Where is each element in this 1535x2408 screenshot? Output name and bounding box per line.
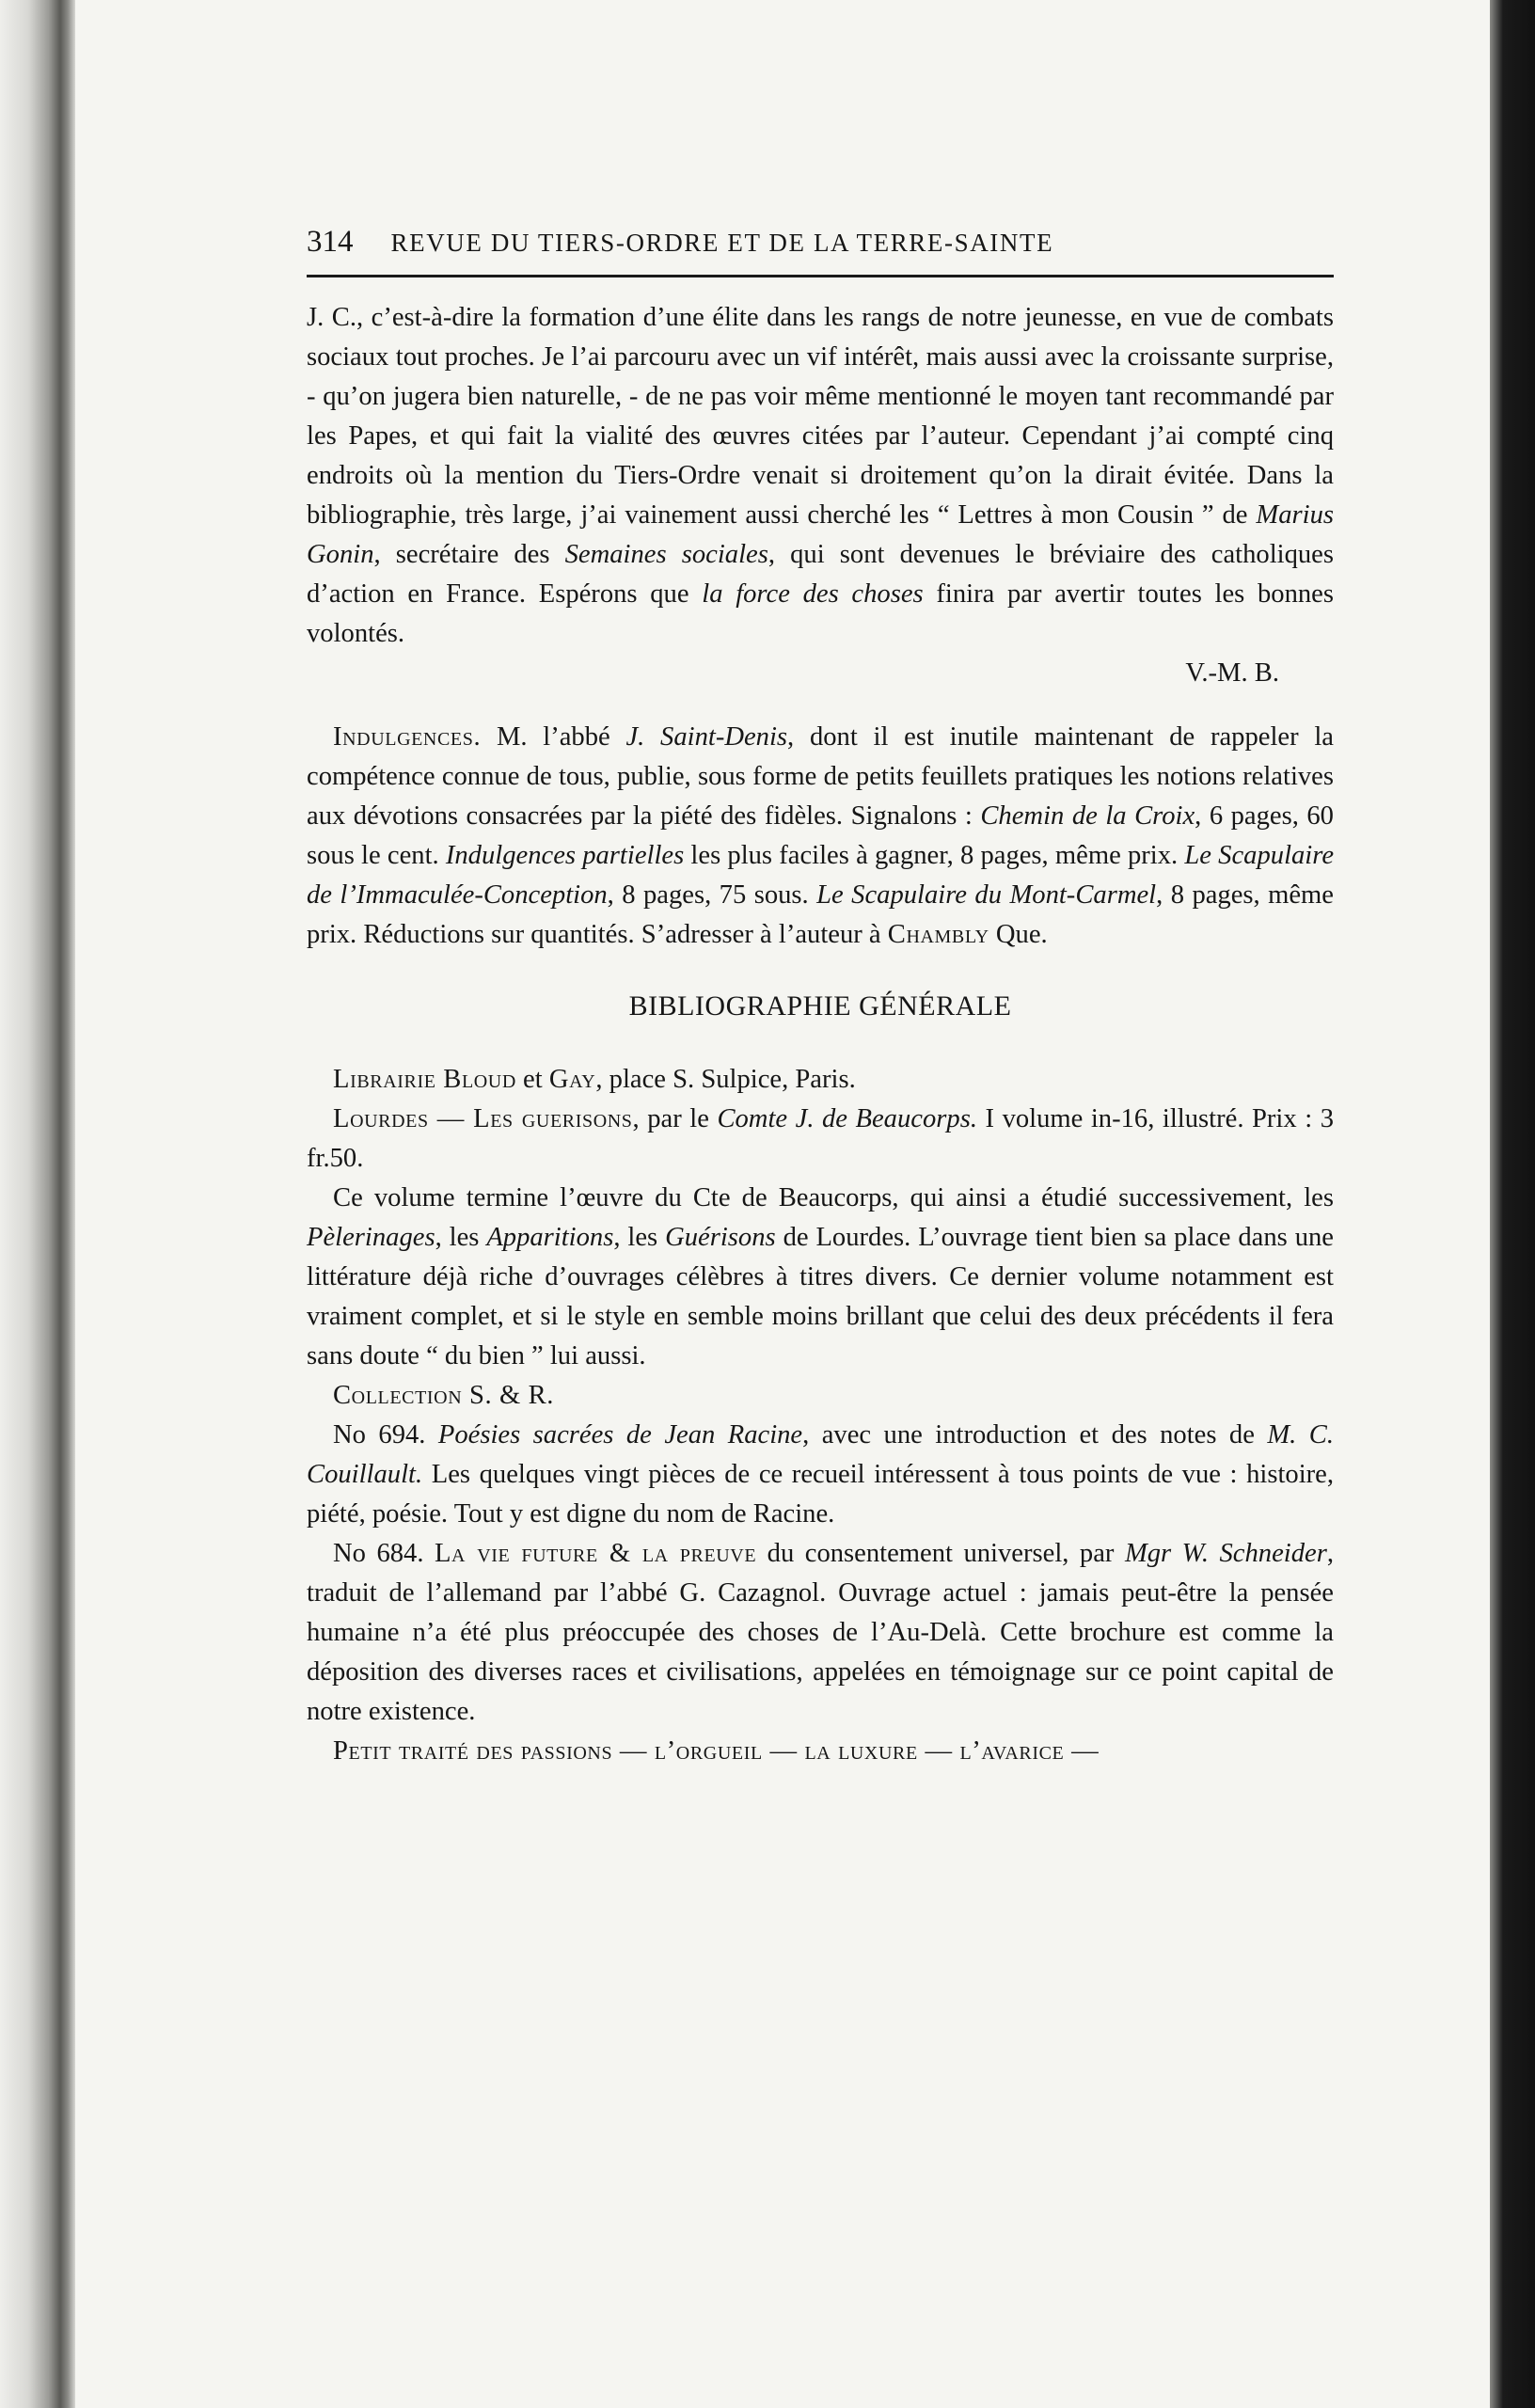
page-number: 314 [307,225,354,259]
booklet-title: Indulgences partielles [445,841,685,870]
scan-right-edge [1490,0,1535,2408]
bibliography-entry-lourdes [307,1100,1334,1179]
bibliography-entry-694 [307,1416,1334,1534]
text-run: , 8 pages, même prix. Réductions sur quantités. S’adresser à l’auteur à [307,880,1334,949]
entry-title: Poésies sacrées de Jean Racine [437,1420,803,1450]
work-title: Pèlerinages [307,1223,435,1252]
spacer [307,693,1334,718]
text-run: , secrétaire des [373,540,565,569]
place-name: Chambly [887,920,989,949]
emphasis-phrase: la force des choses [702,579,924,609]
review-paragraph-lourdes [307,1179,1334,1376]
collection-name: Collection S. & R. [333,1381,555,1410]
work-title: Apparitions [486,1223,614,1252]
text-run: , dont il est inutile maintenant de rappeler la compétence connue de tous, publie, sous forme de petits feuillets pratiques les notions relatives aux dévotions consacrées par la piété des fidèles. Signalons : [307,722,1334,831]
entry-author: Mgr W. Schneider [1124,1539,1327,1568]
text-run: , les [435,1223,487,1252]
review-signature: V.-M. B. [1185,658,1279,688]
text-run: M. l’abbé [481,722,626,752]
text-run: du consentement universel, par [756,1539,1125,1568]
entry-author: M. C. Couillault. [307,1420,1334,1489]
person-name: J. Saint-Denis [625,722,788,752]
text-run: de Lourdes. L’ouvrage tient bien sa place dans une littérature déjà riche d’ouvrages célèbres à titres divers. Ce dernier volume notamment est vraiment complet, et si le style en semble moins brillant que celui des deux précédents il fera sans doute “ du bien ” lui aussi. [307,1223,1334,1370]
text-run: Que. [989,920,1048,949]
text-run: Les quelques vingt pièces de ce recueil intéressent à tous points de vue : histoire, piété, poésie. Tout y est digne du nom de Racine. [307,1460,1334,1529]
bibliography-entry-684 [307,1534,1334,1732]
entry-title: Lourdes — Les guerisons [333,1104,633,1133]
paragraph-indulgences [307,718,1334,955]
text-run: , avec une introduction et des notes de [802,1420,1268,1450]
page-content [307,222,1334,1771]
paragraph-review-continuation [307,298,1334,654]
scan-left-binding-shadow [0,0,75,2408]
publisher-name: Librairie Bloud [333,1065,516,1094]
entry-number: No 694. [333,1420,438,1450]
entry-author: Comte J. de Beaucorps. [717,1104,977,1133]
collection-heading [307,1376,1334,1416]
bibliography-entry-passions [307,1732,1334,1771]
work-title: Guérisons [665,1223,776,1252]
author-name: Marius Gonin [307,500,1334,569]
paragraph-lead: Indulgences. [333,722,482,752]
running-header [307,222,1334,277]
publisher-name: Gay [548,1065,596,1094]
text-run: , les [613,1223,666,1252]
text-run: , par le [632,1104,718,1133]
text-run: , 8 pages, 75 sous. [607,880,817,910]
entry-title: La vie future & la preuve [434,1539,757,1568]
text-run: J. C., c’est-à-dire la formation d’une élite dans les rangs de notre jeunesse, en vue de combats sociaux tout proches. Je l’ai parcouru avec un vif intérêt, mais aussi avec la croissante surprise, - qu’on jugera bien naturelle, - de ne pas voir même mentionné le moyen tant recommandé par les Papes, et qui fait la vialité des œuvres citées par l’auteur. Cependant j’ai compté cinq endroits où la mention du Tiers-Ordre venait si droitement qu’on la dirait évitée. Dans la bibliographie, très large, j’ai vainement aussi cherché les “ Lettres à mon Cousin ” de [307,303,1334,530]
text-run: et [515,1065,549,1094]
publication-name: Semaines sociales [564,540,768,569]
entry-number: No 684. [333,1539,435,1568]
publisher-address: , place S. Sulpice, Paris. [595,1065,856,1094]
entry-title: Petit traité des passions — l’orgueil — la luxure — l’avarice — [333,1736,1100,1766]
text-run: les plus faciles à gagner, 8 pages, même prix. [684,841,1185,870]
text-run: Ce volume termine l’œuvre du Cte de Beaucorps, qui ainsi a étudié successivement, les [333,1183,1334,1212]
text-run: , qui sont devenues le bréviaire des catholiques d’action en France. Espérons que [307,540,1334,609]
booklet-title: Le Scapulaire du Mont-Carmel [816,880,1157,910]
text-run: finira par avertir toutes les bonnes volontés. [307,579,1334,648]
section-heading: BIBLIOGRAPHIE GÉNÉRALE [628,990,1012,1022]
booklet-title: Le Scapulaire de l’Immaculée-Conception [307,841,1335,910]
publisher-line [307,1060,1334,1100]
booklet-title: Chemin de la Croix [980,801,1195,831]
running-title: REVUE DU TIERS-ORDRE ET DE LA TERRE-SAINTE [390,229,1054,257]
entry-details: I volume in-16, illustré. Prix : 3 fr.50. [307,1104,1334,1173]
text-run: , traduit de l’allemand par l’abbé G. Cazagnol. Ouvrage actuel : jamais peut-être la pensée humaine n’a été plus préoccupée des choses de l’Au-Delà. Cette brochure est comme la déposition des diverses races et civilisations, appelées en témoignage sur ce point capital de notre existence. [307,1539,1335,1726]
text-run: , 6 pages, 60 sous le cent. [307,801,1334,870]
